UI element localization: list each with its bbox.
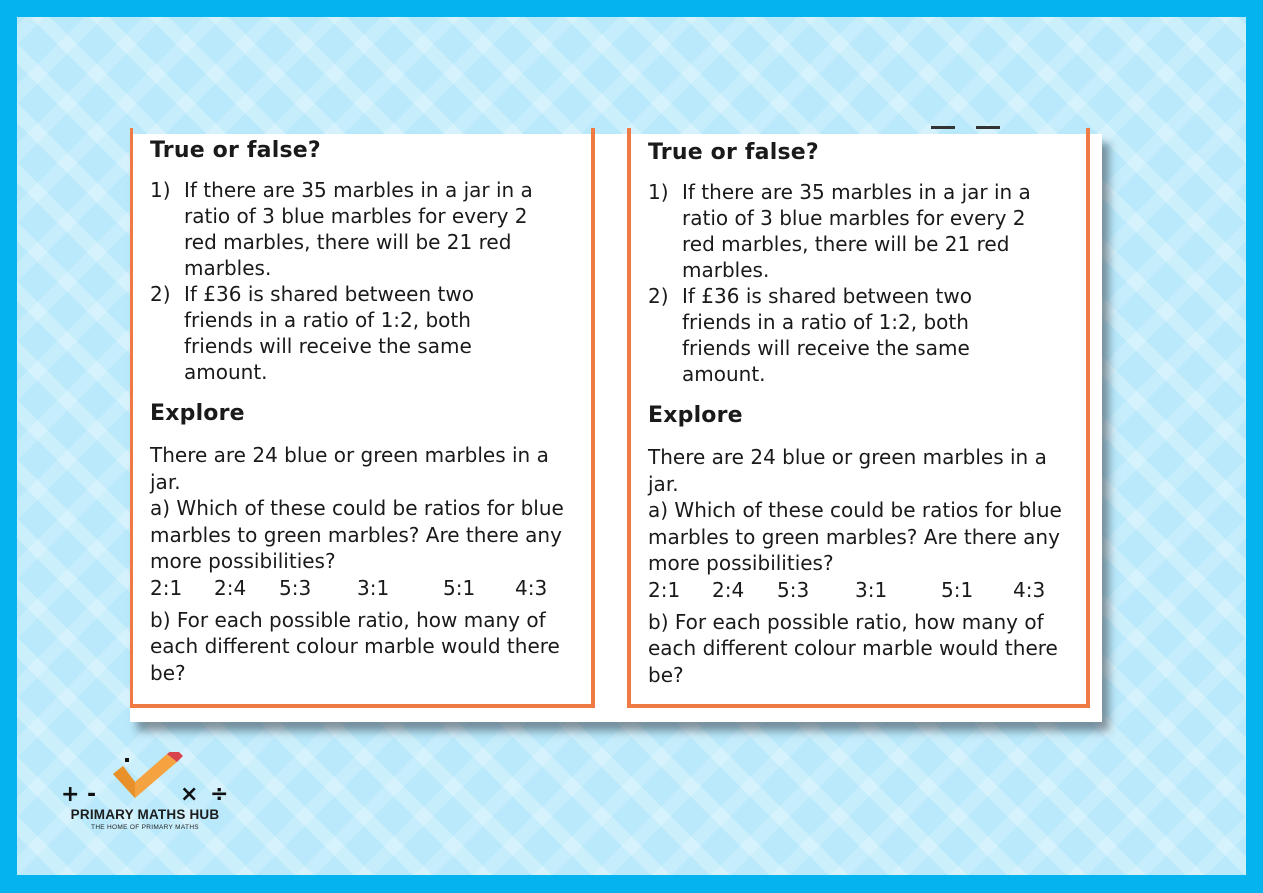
divide-symbol: ÷ (210, 782, 229, 807)
explore-heading: Explore (648, 403, 743, 428)
cropped-underline (931, 126, 955, 129)
worksheet-image (130, 134, 1102, 722)
ratio-option: 5:1 (941, 577, 974, 602)
cropped-underline (976, 126, 1000, 129)
ratio-options (150, 575, 581, 601)
explore-part-b: b) For each possible ratio, how many of each different colour marble would there be? (150, 607, 560, 685)
logo-tagline: THE HOME OF PRIMARY MATHS (91, 824, 199, 831)
ratio-option: 2:4 (712, 577, 745, 602)
logo-title: PRIMARY MATHS HUB (70, 807, 220, 822)
ratio-option: 2:1 (150, 575, 183, 600)
true-false-heading: True or false? (648, 140, 819, 165)
ratio-option: 5:3 (777, 577, 810, 602)
ratio-option: 3:1 (855, 577, 888, 602)
times-symbol: × (180, 782, 199, 807)
question-1 (648, 179, 1076, 283)
question-number: 1) (648, 180, 669, 204)
ratio-options (648, 577, 1076, 603)
ratio-option: 5:3 (279, 575, 312, 600)
ratio-option: 4:3 (515, 575, 548, 600)
ratio-option: 2:1 (648, 577, 681, 602)
question-text: If there are 35 marbles in a jar in a ratio of 3 blue marbles for every 2 red marbles, there will be 21 red marbles. (184, 178, 533, 280)
question-text: If there are 35 marbles in a jar in a ratio of 3 blue marbles for every 2 red marbles, there will be 21 red marbles. (682, 180, 1031, 282)
question-number: 2) (150, 282, 171, 306)
task-card-left (130, 128, 595, 708)
question-1 (150, 177, 581, 281)
background-panel (17, 17, 1246, 875)
ratio-option: 5:1 (443, 575, 476, 600)
primary-maths-hub-logo (45, 752, 245, 832)
question-number: 1) (150, 178, 171, 202)
question-number: 2) (648, 284, 669, 308)
explore-intro: There are 24 blue or green marbles in a jar. a) Which of these could be ratios for blue marbles to green marbles? Are there any more possibilities? (150, 443, 564, 573)
ratio-option: 4:3 (1013, 577, 1046, 602)
question-2 (648, 283, 1076, 387)
plus-symbol: + (61, 782, 80, 807)
explore-part-b: b) For each possible ratio, how many of each different colour marble would there be? (648, 609, 1058, 687)
ratio-option: 3:1 (357, 575, 390, 600)
task-card-right (627, 128, 1090, 708)
pencil-tick-icon (105, 752, 183, 802)
true-false-heading: True or false? (150, 138, 321, 163)
question-text: If £36 is shared between two friends in a ratio of 1:2, both friends will receive the same amount. (184, 282, 474, 384)
question-2 (150, 281, 581, 385)
minus-symbol: - (87, 782, 97, 807)
explore-heading: Explore (150, 401, 245, 426)
question-text: If £36 is shared between two friends in a ratio of 1:2, both friends will receive the same amount. (682, 284, 972, 386)
ratio-option: 2:4 (214, 575, 247, 600)
explore-intro: There are 24 blue or green marbles in a jar. a) Which of these could be ratios for blue marbles to green marbles? Are there any more possibilities? (648, 445, 1062, 575)
